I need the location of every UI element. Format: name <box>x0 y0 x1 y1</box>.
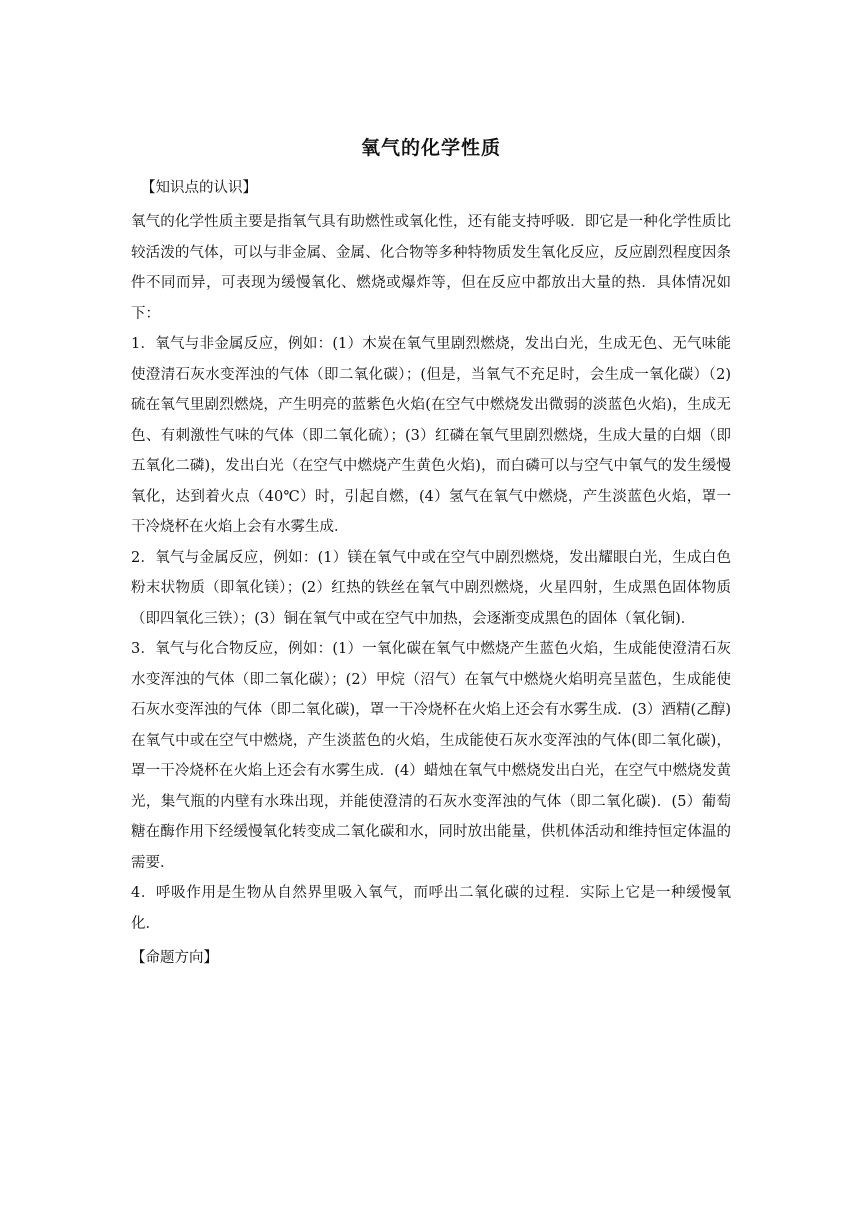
item-compound-reactions: 3．氧气与化合物反应，例如：(1）一氧化碳在氧气中燃烧产生蓝色火焰，生成能使澄清石灰水变浑浊的气体（即二氧化碳）；(2）甲烷（沼气）在氧气中燃烧火焰明亮呈蓝色，生成能使石灰水变浑浊的气体（即二氧化碳)，罩一干冷烧杯在火焰上还会有水雾生成．(3）酒精(乙醇)在氧气中或在空气中燃烧，产生淡蓝色的火焰，生成能使石灰水变浑浊的气体(即二氧化碳)，罩一干冷烧杯在火焰上还会有水雾生成．(4）蜡烛在氧气中燃烧发出白光，在空气中燃烧发黄光，集气瓶的内壁有水珠出现，并能使澄清的石灰水变浑浊的气体（即二氧化碳)．(5）葡萄糖在酶作用下经缓慢氧化转变成二氧化碳和水，同时放出能量，供机体活动和维持恒定体温的需要． <box>131 641 731 871</box>
item-nonmetal-reactions: 1．氧气与非金属反应，例如：(1）木炭在氧气里剧烈燃烧，发出白光，生成无色、无气味能使澄清石灰水变浑浊的气体（即二氧化碳）；(但是，当氧气不充足时，会生成一氧化碳）（2)硫在氧气里剧烈燃烧，产生明亮的蓝紫色火焰(在空气中燃烧发出微弱的淡蓝色火焰)，生成无色、有刺激性气味的气体（即二氧化硫）；(3）红磷在氧气里剧烈燃烧，生成大量的白烟（即五氧化二磷)，发出白光（在空气中燃烧产生黄色火焰)，而白磷可以与空气中氧气的发生缓慢氧化，达到着火点（40℃）时，引起自燃，(4）氢气在氧气中燃烧，产生淡蓝色火焰，罩一干冷烧杯在火焰上会有水雾生成． <box>131 336 731 535</box>
page-title: 氧气的化学性质 <box>360 137 501 159</box>
section-heading-knowledge: 【知识点的认识】 <box>141 180 257 196</box>
intro-paragraph: 氧气的化学性质主要是指氧气具有助燃性或氧化性，还有能支持呼吸．即它是一种化学性质比较活泼的气体，可以与非金属、金属、化合物等多种特物质发生氧化反应，反应剧烈程度因条件不同而异，可表现为缓慢氧化、燃烧或爆炸等，但在反应中都放出大量的热．具体情况如下： <box>131 214 731 322</box>
document-body <box>131 134 731 977</box>
section-heading-direction: 【命题方向】 <box>131 950 218 966</box>
item-metal-reactions: 2．氧气与金属反应，例如：(1）镁在氧气中或在空气中剧烈燃烧，发出耀眼白光，生成白色粉末状物质（即氧化镁）；(2）红热的铁丝在氧气中剧烈燃烧，火星四射，生成黑色固体物质（即四氧化三铁）；(3）铜在氧气中或在空气中加热，会逐渐变成黑色的固体（氧化铜)． <box>131 549 731 627</box>
item-respiration: 4．呼吸作用是生物从自然界里吸入氧气，而呼出二氧化碳的过程．实际上它是一种缓慢氧化． <box>131 885 731 932</box>
